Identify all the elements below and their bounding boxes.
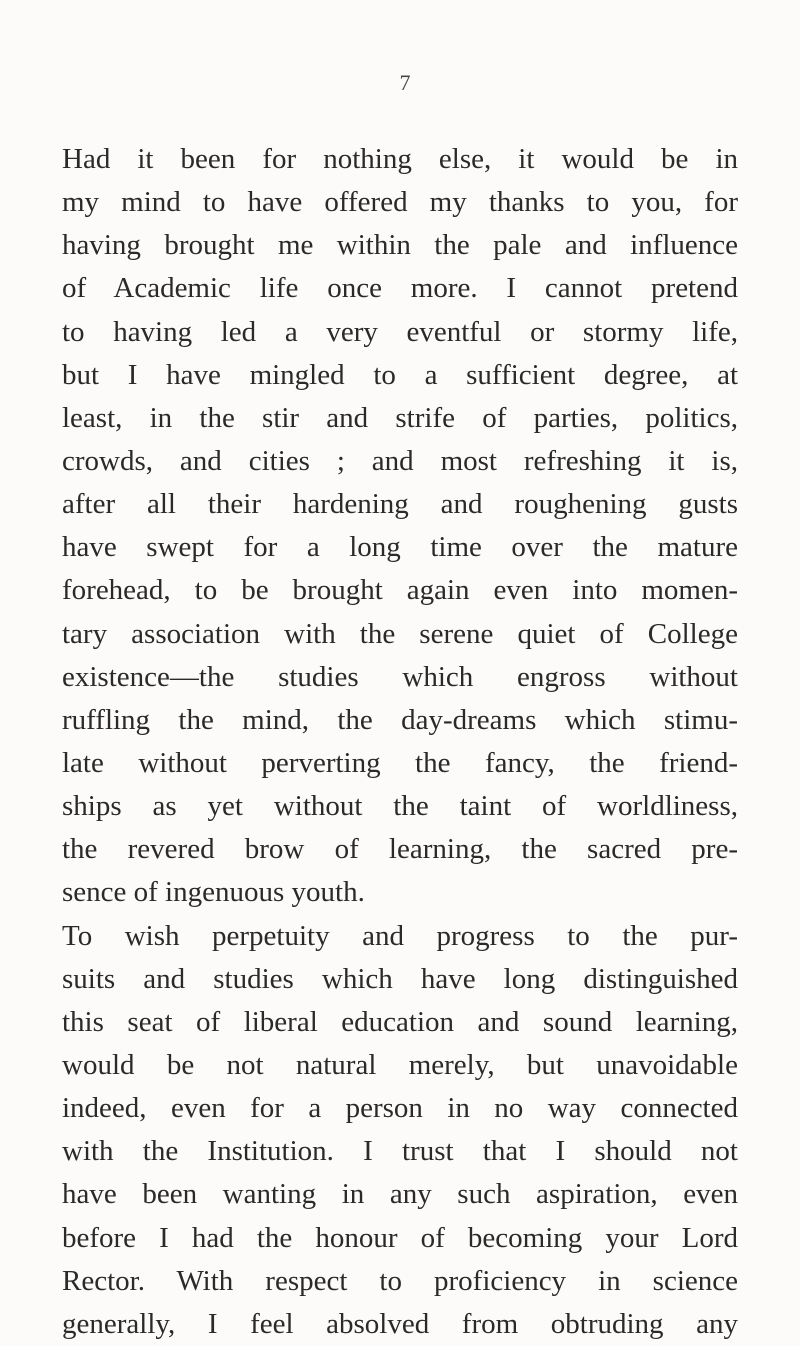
text-line: existence—the studies which engross without [62,660,738,693]
text-line: the revered brow of learning, the sacred pre- [62,833,738,866]
text-line: this seat of liberal education and sound learning, [62,1005,738,1038]
text-line: forehead, to be brought again even into momen- [62,574,738,607]
text-line: have swept for a long time over the mature [62,531,738,564]
text-line: would be not natural merely, but unavoidable [62,1048,738,1081]
text-line: ruffling the mind, the day-dreams which stimu- [62,703,738,736]
text-line: ships as yet without the taint of worldliness, [62,790,738,823]
body-text [62,138,738,1346]
text-line: To wish perpetuity and progress to the pur- [62,919,738,952]
text-line: Rector. With respect to proficiency in science [62,1264,738,1297]
text-line: least, in the stir and strife of parties, politics, [62,401,738,434]
text-line: with the Institution. I trust that I should not [62,1135,738,1168]
text-line: after all their hardening and roughening gusts [62,488,738,521]
text-line: tary association with the serene quiet of College [62,617,738,650]
text-line: suits and studies which have long distinguished [62,962,738,995]
text-line: of Academic life once more. I cannot pretend [62,272,738,305]
text-line: my mind to have offered my thanks to you, for [62,186,738,219]
text-line: sence of ingenuous youth. [62,876,365,909]
text-line: but I have mingled to a sufficient degree, at [62,358,738,391]
text-line: have been wanting in any such aspiration, even [62,1178,738,1211]
text-line: generally, I feel absolved from obtruding any [62,1307,738,1340]
text-line: crowds, and cities ; and most refreshing it is, [62,444,738,477]
page-number: 7 [399,70,411,95]
text-line: late without perverting the fancy, the friend- [62,746,738,779]
text-line: to having led a very eventful or stormy life, [62,315,738,348]
text-line: indeed, even for a person in no way connected [62,1092,738,1125]
text-line: Had it been for nothing else, it would be in [62,143,738,175]
text-line: having brought me within the pale and influence [62,229,738,262]
text-line: before I had the honour of becoming your Lord [62,1221,738,1254]
